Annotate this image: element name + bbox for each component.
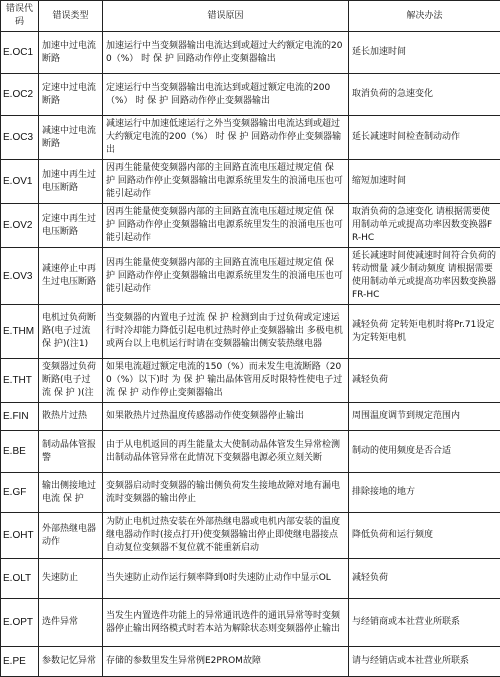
error-code-cell: E.OV3: [1, 248, 39, 305]
error-cause-cell: 变频器启动时变频器的输出侧负荷发生接地故障对地有漏电流时变频器的输出停止: [103, 473, 349, 513]
error-type-cell: 参数记忆异常: [39, 647, 103, 677]
error-cause-cell: 如果电流超过额定电流的150（%）而未发生电流断路（200（%）以下)时 为 保 护 输出晶体管用反时限特性使电子过流 保 护 动作停止变频器输出: [103, 359, 349, 403]
solution-cell: 延长减速时间检查制动动作: [349, 116, 500, 160]
solution-cell: 请与经销店或本社营业所联系: [349, 647, 500, 677]
error-type-cell: 减速停止中再生过电压断路: [39, 248, 103, 305]
header-error-cause: 错误原因: [103, 1, 349, 32]
error-code-cell: E.OV2: [1, 204, 39, 248]
table-row: [1, 248, 500, 305]
table-row: [1, 647, 500, 677]
error-code-cell: E.THM: [1, 305, 39, 359]
solution-cell: 延长加速时间: [349, 32, 500, 74]
table-row: [1, 431, 500, 473]
table-row: [1, 473, 500, 513]
error-cause-cell: 由于从电机返回的再生能量太大使制动晶体管发生异常检测出制动晶体管异常在此情况下变频器电源必须立刻关断: [103, 431, 349, 473]
error-code-cell: E.GF: [1, 473, 39, 513]
error-code-cell: E.OC1: [1, 32, 39, 74]
error-code-cell: E.THT: [1, 359, 39, 403]
error-type-cell: 制动晶体管报警: [39, 431, 103, 473]
header-error-code: 错误代码: [1, 1, 39, 32]
error-code-cell: E.PE: [1, 647, 39, 677]
error-code-cell: E.OHT: [1, 513, 39, 559]
header-solution: 解决办法: [349, 1, 500, 32]
error-type-cell: 电机过负荷断路(电子过流保 护)(注1): [39, 305, 103, 359]
error-code-cell: E.BE: [1, 431, 39, 473]
solution-cell: 减轻负荷: [349, 359, 500, 403]
solution-cell: 减轻负荷: [349, 559, 500, 599]
table-row: [1, 513, 500, 559]
header-row: [1, 1, 500, 32]
error-cause-cell: 当变频器的内置电子过流 保 护 检测到由于过负荷或定速运行时冷却能力降低引起电机过热时停止变频器输出 多极电机或两台以上电机运行时请在变频器输出侧安装热继电器: [103, 305, 349, 359]
table-row: [1, 32, 500, 74]
error-cause-cell: 因再生能量使变频器内部的主回路直流电压超过规定值 保 护 回路动作停止变频器输出电源系统里发生的浪涌电压也可能引起动作: [103, 160, 349, 204]
solution-cell: 取消负荷的急速变化: [349, 74, 500, 116]
table-row: [1, 204, 500, 248]
solution-cell: 减轻负荷 定转矩电机时将Pr.71设定为定转矩电机: [349, 305, 500, 359]
error-type-cell: 变频器过负荷断路(电子过流 保 护 )(注: [39, 359, 103, 403]
solution-cell: 缩短加速时间: [349, 160, 500, 204]
table-row: [1, 160, 500, 204]
table-row: [1, 74, 500, 116]
error-code-cell: E.OV1: [1, 160, 39, 204]
table-row: [1, 116, 500, 160]
error-type-cell: 散热片过热: [39, 403, 103, 431]
table-row: [1, 599, 500, 647]
solution-cell: 与经销商或本社营业所联系: [349, 599, 500, 647]
error-cause-cell: 因再生能量使变频器内部的主回路直流电压超过规定值 保 护 回路动作停止变频器输出电源系统里发生的浪涌电压也可能引起动作: [103, 204, 349, 248]
error-code-cell: E.OC2: [1, 74, 39, 116]
error-type-cell: 定速中过电流断路: [39, 74, 103, 116]
error-cause-cell: 因再生能量使变频器内部的主回路直流电压超过规定值 保 护 回路动作停止变频器输出电源系统里发生的浪涌电压也可能引起动作: [103, 248, 349, 305]
error-cause-cell: 存储的参数里发生异常例E2PROM故障: [103, 647, 349, 677]
header-error-type: 错误类型: [39, 1, 103, 32]
error-type-cell: 输出侧接地过电流 保 护: [39, 473, 103, 513]
error-code-cell: E.OPT: [1, 599, 39, 647]
solution-cell: 制动的使用频度是否合适: [349, 431, 500, 473]
error-cause-cell: 当失速防止动作运行频率降到0时失速防止动作中显示OL: [103, 559, 349, 599]
error-cause-cell: 减速运行中加速低速运行之外当变频器输出电流达到或超过大约额定电流的200（%） 时 保 护 回路动作停止变频器输出: [103, 116, 349, 160]
error-cause-cell: 为防止电机过热安装在外部热继电器或电机内部安装的温度继电器动作时(接点打开)使变频器输出停止即使继电器接点自动复位变频器不复位就不能重新启动: [103, 513, 349, 559]
error-code-cell: E.OC3: [1, 116, 39, 160]
error-cause-cell: 当发生内置选件功能上的异常通讯选件的通讯异常等时变频器停止输出网络模式时若本站为解除状态则变频器停止输出: [103, 599, 349, 647]
error-cause-cell: 加速运行中当变频器输出电流达到或超过大约额定电流的200（%） 时 保 护 回路动作停止变频器输出: [103, 32, 349, 74]
error-type-cell: 减速中过电流断路: [39, 116, 103, 160]
error-type-cell: 加速中再生过电压断路: [39, 160, 103, 204]
error-cause-cell: 定速运行中当变频器输出电流达到或超过额定电流的200（%） 时 保 护 回路动作停止变频器输出: [103, 74, 349, 116]
error-code-cell: E.OLT: [1, 559, 39, 599]
error-type-cell: 加速中过电流断路: [39, 32, 103, 74]
solution-cell: 取消负荷的急速变化 请根据需要使用制动单元或提高功率因数变换器FR-HC: [349, 204, 500, 248]
table-row: [1, 559, 500, 599]
error-type-cell: 选件异常: [39, 599, 103, 647]
solution-cell: 排除接地的地方: [349, 473, 500, 513]
error-type-cell: 定速中再生过电压断路: [39, 204, 103, 248]
error-type-cell: 失速防止: [39, 559, 103, 599]
table-row: [1, 359, 500, 403]
error-code-cell: E.FIN: [1, 403, 39, 431]
error-cause-cell: 如果散热片过热温度传感器动作使变频器停止输出: [103, 403, 349, 431]
solution-cell: 延长减速时间使减速时间符合负荷的转动惯量 减少制动频度 请根据需要使用制动单元或提高功率因数变换器FR-HC: [349, 248, 500, 305]
error-type-cell: 外部热继电器动作: [39, 513, 103, 559]
table-row: [1, 403, 500, 431]
solution-cell: 降低负荷和运行频度: [349, 513, 500, 559]
solution-cell: 周围温度调节到规定范围内: [349, 403, 500, 431]
table-row: [1, 305, 500, 359]
